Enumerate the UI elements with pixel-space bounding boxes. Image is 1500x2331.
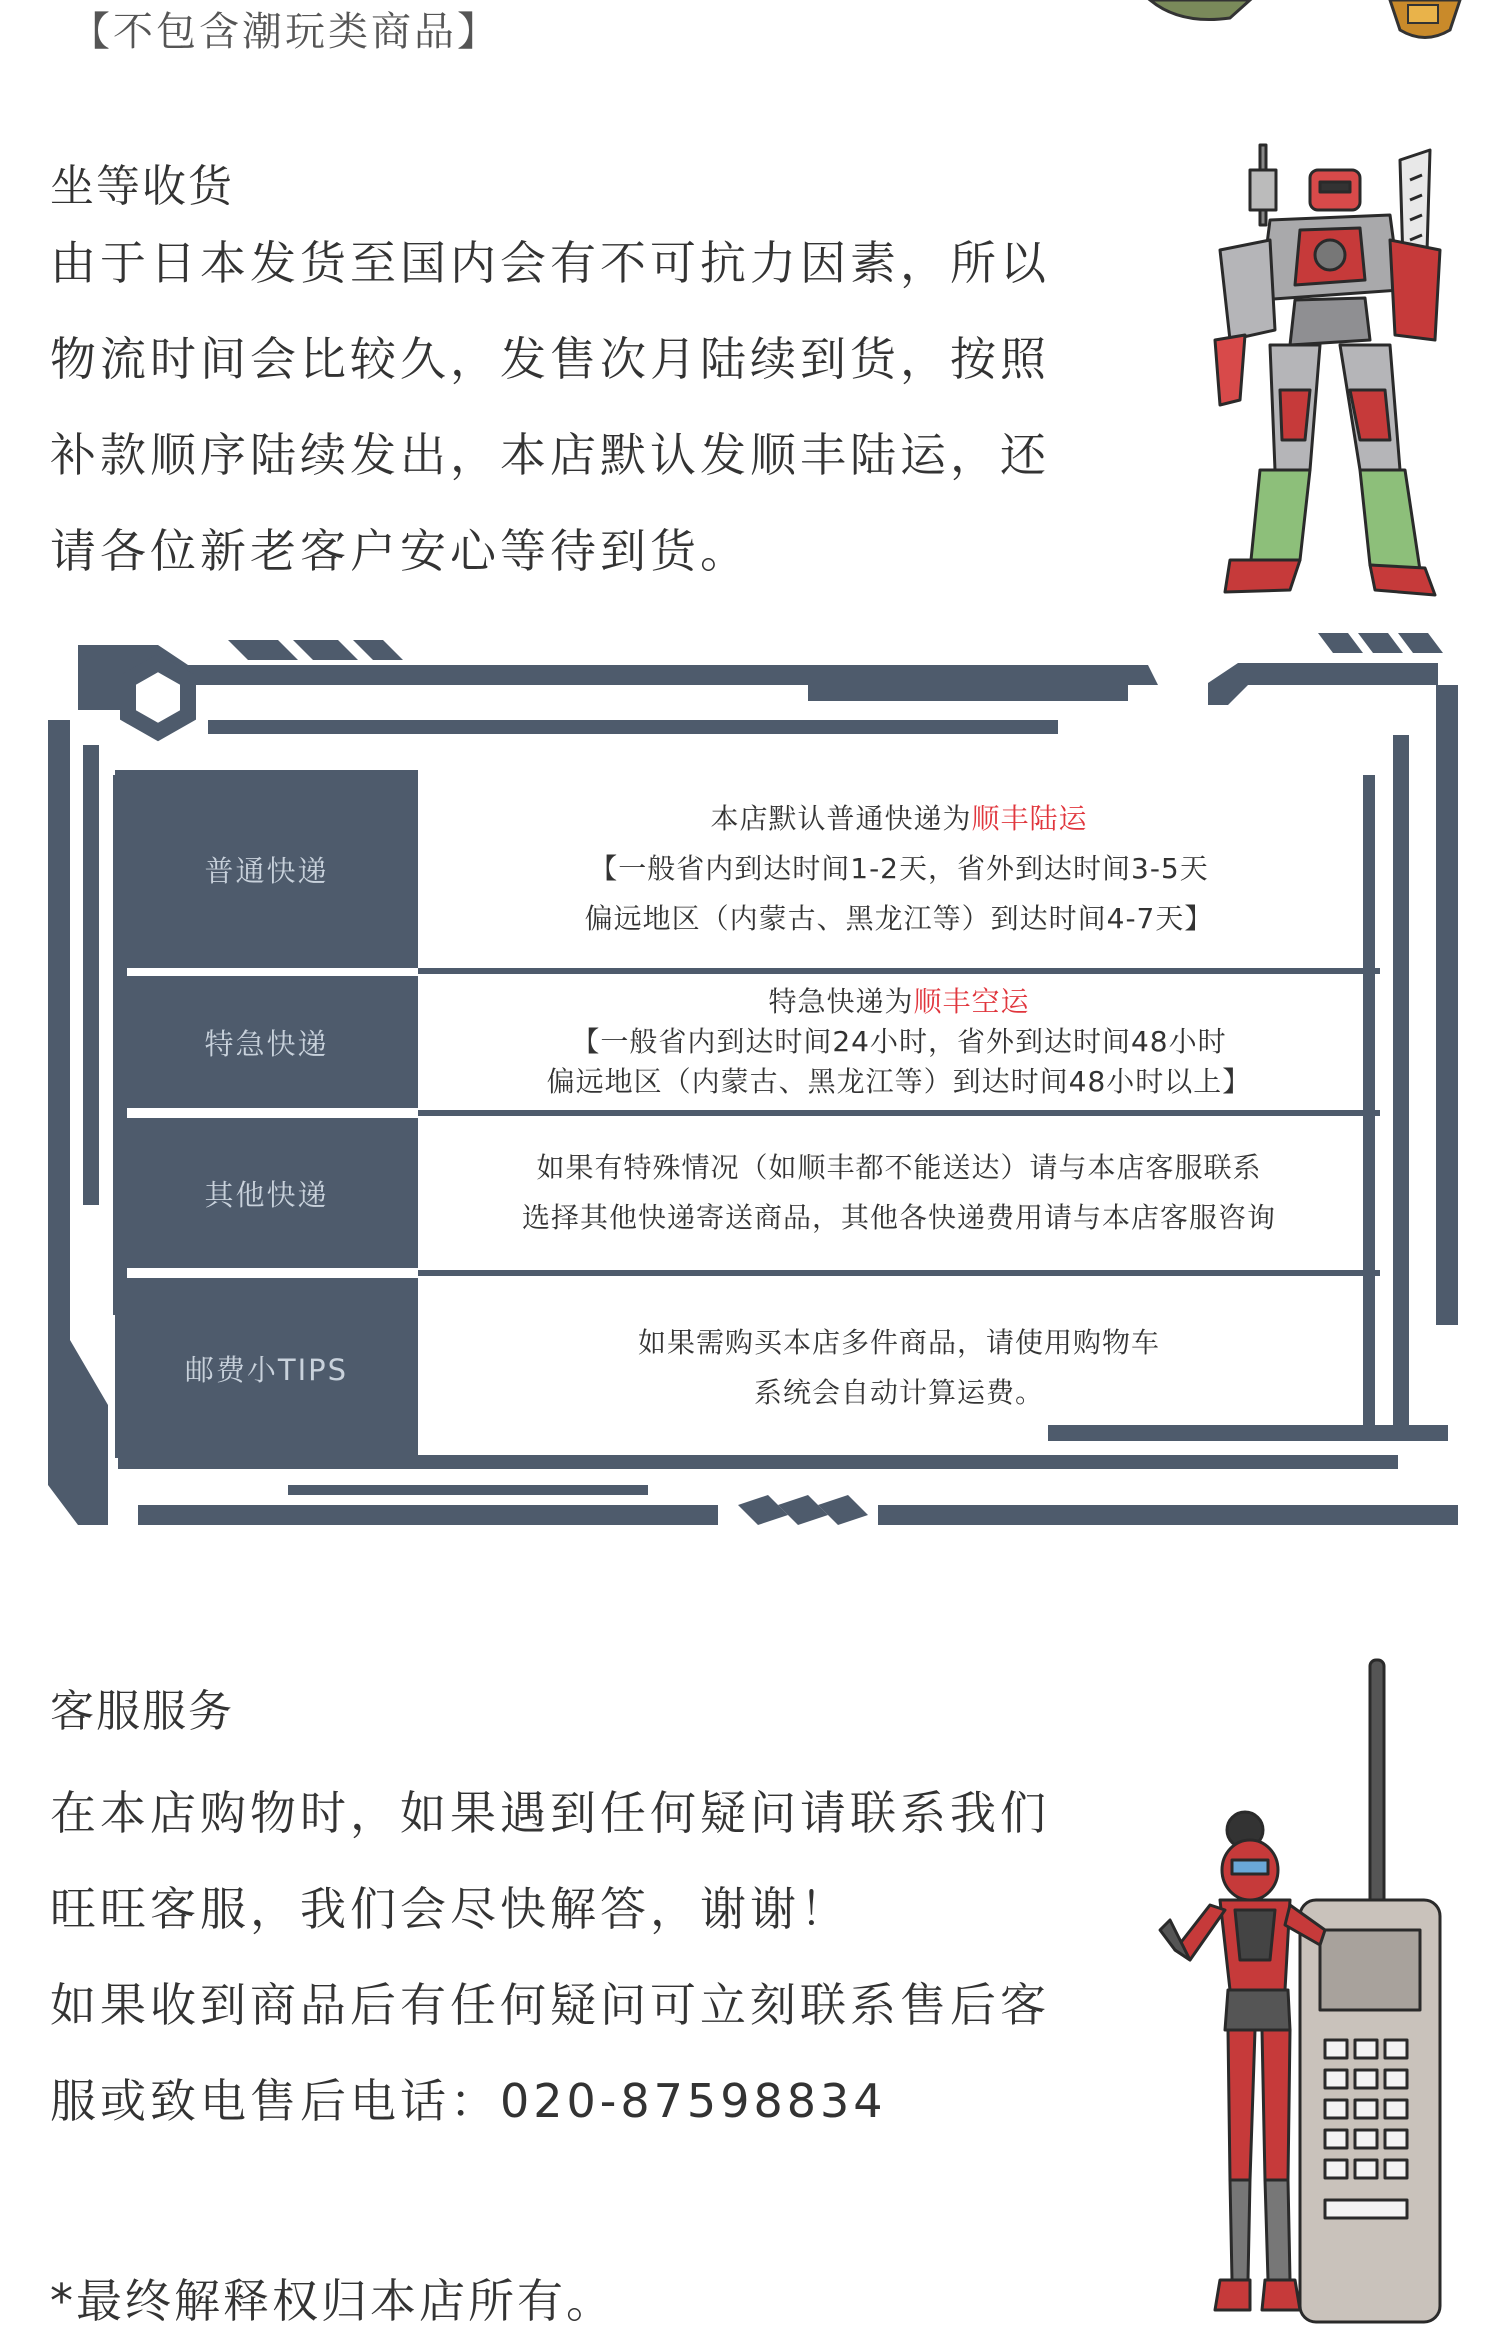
robot-girl-phone-illustration-icon — [1150, 1660, 1450, 2322]
row-line: 选择其他快递寄送商品，其他各快递费用请与本店客服咨询 — [521, 1201, 1276, 1234]
row-label: 其他快递 — [115, 1118, 418, 1268]
row-label: 普通快递 — [115, 770, 418, 968]
service-line: 在本店购物时，如果遇到任何疑问请联系我们 — [50, 1786, 1050, 1840]
service-title: 客服服务 — [50, 1686, 234, 1737]
service-line: 如果收到商品后有任何疑问可立刻联系售后客 — [50, 1978, 1050, 2032]
top-robot-fragment-icon — [1140, 0, 1480, 50]
shipping-row-tips — [115, 1278, 1380, 1458]
receiving-title: 坐等收货 — [50, 161, 234, 212]
row-label: 特急快递 — [115, 976, 418, 1108]
row-line: 如果需购买本店多件商品，请使用购物车 — [637, 1326, 1160, 1359]
service-paragraph — [50, 1765, 1050, 2149]
shipping-row-standard — [115, 770, 1380, 968]
shipping-row-other — [115, 1118, 1380, 1268]
row-line — [768, 982, 1029, 1022]
row-line: 偏远地区（内蒙古、黑龙江等）到达时间4-7天】 — [584, 902, 1214, 935]
row-divider — [418, 968, 1380, 974]
receiving-line: 由于日本发货至国内会有不可抗力因素，所以 — [50, 236, 1050, 290]
row-content — [418, 1118, 1380, 1268]
row-content — [418, 770, 1380, 968]
row-line: 偏远地区（内蒙古、黑龙江等）到达时间48小时以上】 — [546, 1065, 1252, 1098]
receiving-line: 请各位新老客户安心等待到货。 — [50, 524, 750, 578]
mecha-robot-illustration-icon — [1200, 140, 1460, 600]
row-line: 【一般省内到达时间1-2天，省外到达时间3-5天 — [589, 852, 1209, 885]
shipping-row-express — [115, 976, 1380, 1108]
row-line-highlight: 顺丰陆运 — [971, 802, 1088, 835]
row-line-highlight: 顺丰空运 — [913, 985, 1030, 1018]
row-label: 邮费小TIPS — [115, 1278, 418, 1458]
row-content — [418, 1278, 1380, 1458]
service-line: 服或致电售后电话：020-87598834 — [50, 2074, 887, 2128]
row-line — [710, 794, 1087, 844]
top-note: 【不包含潮玩类商品】 — [70, 9, 500, 55]
row-divider — [418, 1110, 1380, 1116]
receiving-line: 物流时间会比较久，发售次月陆续到货，按照 — [50, 332, 1050, 386]
service-line: 旺旺客服，我们会尽快解答，谢谢！ — [50, 1882, 850, 1936]
row-line-prefix: 本店默认普通快递为 — [710, 802, 972, 835]
row-divider — [418, 1270, 1380, 1276]
receiving-paragraph — [50, 215, 1050, 599]
footer-note: *最终解释权归本店所有。 — [50, 2274, 615, 2328]
row-line-prefix: 特急快递为 — [768, 985, 914, 1018]
receiving-line: 补款顺序陆续发出，本店默认发顺丰陆运，还 — [50, 428, 1050, 482]
row-line: 【一般省内到达时间24小时，省外到达时间48小时 — [571, 1025, 1227, 1058]
row-content — [418, 976, 1380, 1108]
row-line: 如果有特殊情况（如顺丰都不能送达）请与本店客服联系 — [536, 1151, 1262, 1184]
row-line: 系统会自动计算运费。 — [753, 1376, 1044, 1409]
